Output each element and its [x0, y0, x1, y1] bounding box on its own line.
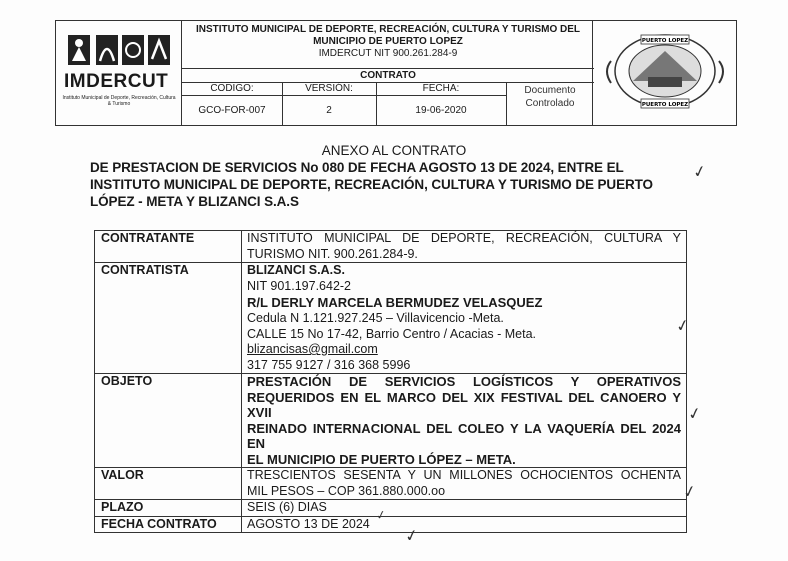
objeto-value	[242, 374, 687, 468]
objeto-line-2: REQUERIDOS EN EL MARCO DEL XIX FESTIVAL DEL CANOERO Y XVII	[247, 389, 681, 420]
valor-line-1: TRESCIENTOS SESENTA Y UN MILLONES OCHOCIENTOS OCHENTA	[247, 468, 681, 482]
contratante-value	[242, 231, 687, 263]
table-row-objeto	[95, 374, 687, 468]
valor-label: VALOR	[95, 468, 242, 500]
contract-table	[94, 230, 687, 533]
nit-line: IMDERCUT NIT 900.261.284-9	[318, 48, 458, 59]
doc-status-line-2: Controlado	[525, 98, 575, 109]
contratante-line-2: TURISMO NIT. 900.261.284-9.	[247, 246, 418, 261]
institution-title	[182, 21, 594, 68]
check-mark-icon: ✓	[374, 507, 388, 523]
fecha-contrato-label: FECHA CONTRATO	[95, 516, 242, 533]
contratista-cedula: Cedula N 1.121.927.245 – Villavicencio -Meta.	[247, 311, 504, 325]
check-mark-icon: ✓	[686, 402, 704, 425]
doc-status-line-1: Documento	[524, 85, 576, 96]
table-row-contratante	[95, 231, 687, 263]
document-codes	[182, 82, 594, 125]
contratista-value	[242, 263, 687, 374]
logo-name: IMDERCUT	[64, 71, 169, 92]
seal-icon	[593, 21, 737, 125]
contratante-label: CONTRATANTE	[95, 231, 242, 263]
contratista-phone: 317 755 9127 / 316 368 5996	[247, 357, 411, 372]
objeto-line-3: REINADO INTERNACIONAL DEL COLEO Y LA VAQUERÍA DEL 2024 EN	[247, 420, 681, 451]
objeto-line-4: EL MUNICIPIO DE PUERTO LÓPEZ – META.	[247, 451, 516, 467]
contratista-address: CALLE 15 No 17-42, Barrio Centro / Acacias - Meta.	[247, 326, 537, 341]
title-line-1: INSTITUTO MUNICIPAL DE DEPORTE, RECREACIÓN, CULTURA Y TURISMO DEL	[195, 24, 581, 35]
municipal-seal	[592, 21, 736, 125]
objeto-line-1: PRESTACIÓN DE SERVICIOS LOGÍSTICOS Y OPERATIVOS	[247, 374, 681, 389]
objeto-label: OBJETO	[95, 374, 242, 468]
title-line-2: MUNICIPIO DE PUERTO LOPEZ	[313, 36, 463, 47]
check-mark-icon: ✓	[403, 524, 421, 547]
header-center	[182, 21, 594, 125]
version-label: VERSIÓN:	[282, 82, 376, 96]
seal-top-text: PUERTO LOPEZ	[641, 38, 689, 44]
table-row-fecha	[95, 516, 687, 533]
document-status	[506, 84, 594, 110]
section-label: CONTRATO	[182, 68, 594, 83]
table-row-contratista	[95, 263, 687, 374]
table-row-plazo	[95, 500, 687, 517]
codigo-label: CODIGO:	[182, 82, 282, 96]
contratante-line-1: INSTITUTO MUNICIPAL DE DEPORTE, RECREACIÓN, CULTURA Y	[247, 231, 681, 245]
contratista-nit: NIT 901.197.642-2	[247, 278, 352, 293]
fecha-contrato-value: AGOSTO 13 DE 2024	[242, 516, 687, 533]
check-mark-icon: ✓	[691, 160, 709, 183]
contratista-name: BLIZANCI S.A.S.	[247, 263, 345, 277]
seal-bottom-text: PUERTO LOPEZ	[641, 102, 689, 108]
table-row-valor	[95, 468, 687, 500]
contratista-label: CONTRATISTA	[95, 263, 242, 374]
check-mark-icon: ✓	[674, 314, 692, 337]
valor-value	[242, 468, 687, 500]
valor-line-2: MIL PESOS – COP 361.880.000.oo	[247, 483, 446, 498]
codigo-value: GCO-FOR-007	[198, 105, 266, 116]
annex-title: ANEXO AL CONTRATO	[321, 143, 467, 158]
fecha-value: 19-06-2020	[415, 105, 467, 116]
fecha-label: FECHA:	[376, 82, 506, 96]
imdercut-logo	[56, 21, 182, 125]
document-header	[55, 20, 737, 126]
plazo-label: PLAZO	[95, 500, 242, 517]
check-mark-icon: ✓	[681, 480, 699, 503]
version-value: 2	[326, 105, 332, 116]
contratista-rep: R/L DERLY MARCELA BERMUDEZ VELASQUEZ	[247, 295, 543, 310]
contratista-email[interactable]: blizancisas@gmail.com	[247, 342, 378, 356]
annex-subtitle: DE PRESTACION DE SERVICIOS No 080 DE FECHA AGOSTO 13 DE 2024, ENTRE EL INSTITUTO MUNICIPAL DE DEPORTE, RECREACIÓN, CULTURA Y TURISMO DE PUERTO LÓPEZ - META Y BLIZANCI S.A.S	[90, 160, 653, 209]
logo-subtitle: Instituto Municipal de Deporte, Recreación, Cultura & Turismo	[62, 95, 176, 107]
plazo-value: SEIS (6) DIAS	[242, 500, 687, 517]
imdercut-emblem-icon	[66, 31, 172, 71]
